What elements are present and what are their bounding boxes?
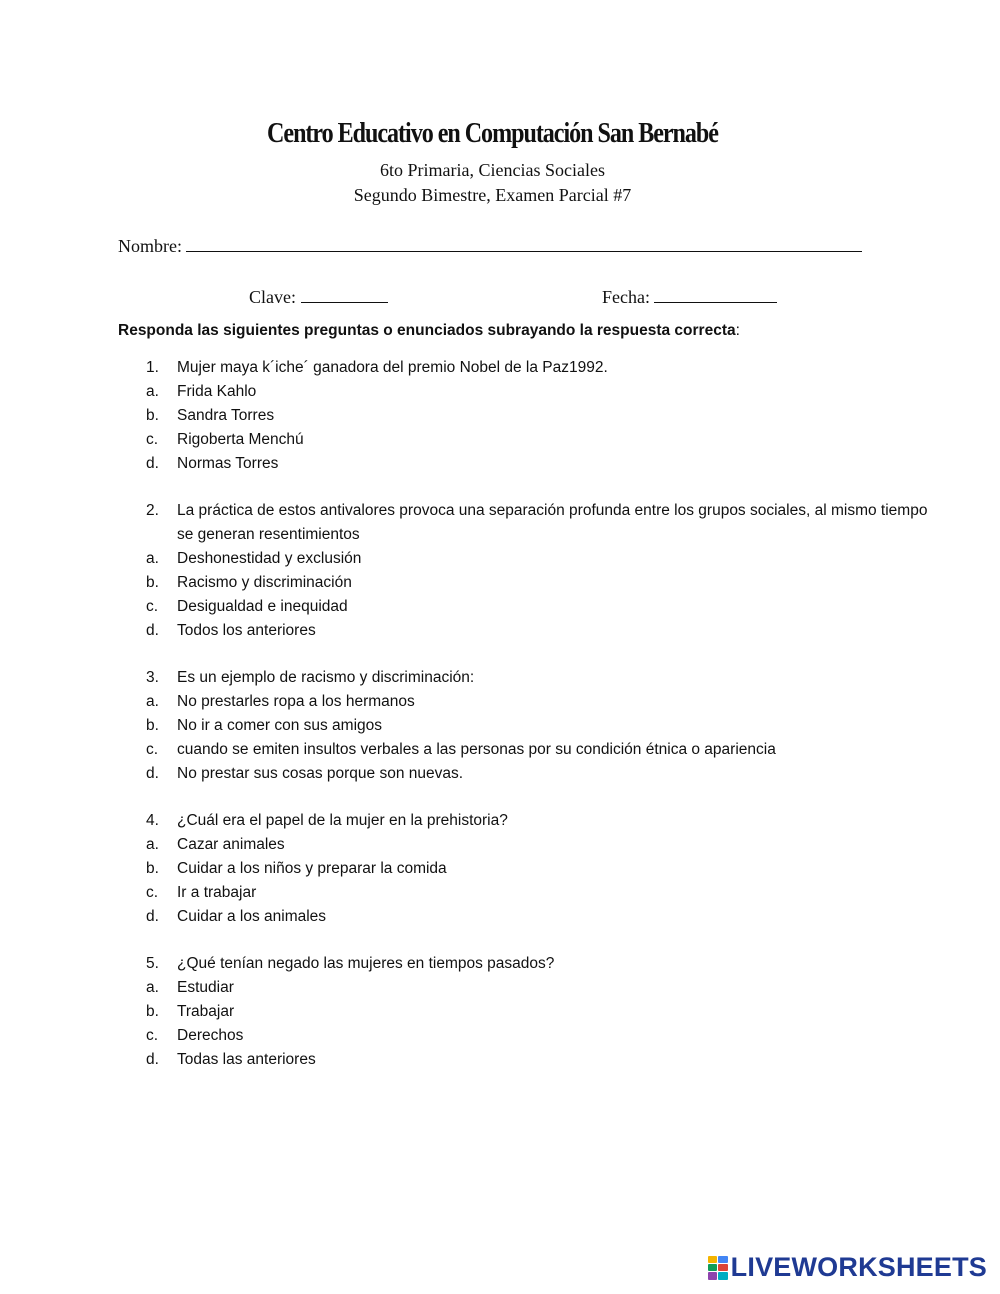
grade-subject: 6to Primaria, Ciencias Sociales xyxy=(380,160,605,180)
answer-option[interactable] xyxy=(146,1024,936,1048)
option-letter: c. xyxy=(146,1027,159,1044)
liveworksheets-logo xyxy=(708,1252,987,1283)
question-number: 2. xyxy=(146,502,159,519)
answer-option[interactable] xyxy=(146,857,936,881)
clave-blank[interactable] xyxy=(301,285,388,303)
option-letter: c. xyxy=(146,431,159,448)
answer-option[interactable] xyxy=(146,1048,936,1072)
option-letter: d. xyxy=(146,622,159,639)
option-text[interactable]: Sandra Torres xyxy=(177,407,275,424)
logo-tile xyxy=(718,1264,728,1271)
logo-tile xyxy=(708,1256,718,1263)
option-letter: d. xyxy=(146,1051,159,1068)
answer-option[interactable] xyxy=(146,714,936,738)
question-1 xyxy=(146,356,936,380)
question-text: Es un ejemplo de racismo y discriminación: xyxy=(177,669,475,686)
option-text[interactable]: Normas Torres xyxy=(177,455,279,472)
option-text[interactable]: No prestarles ropa a los hermanos xyxy=(177,693,415,710)
question-text: ¿Qué tenían negado las mujeres en tiempos pasados? xyxy=(177,955,555,972)
liveworksheets-icon xyxy=(708,1256,728,1280)
option-letter: d. xyxy=(146,455,159,472)
answer-option[interactable] xyxy=(146,881,936,905)
option-letter: c. xyxy=(146,598,159,615)
liveworksheets-wordmark: LIVEWORKSHEETS xyxy=(730,1252,987,1282)
option-letter: b. xyxy=(146,717,159,734)
option-letter: b. xyxy=(146,1003,159,1020)
exam-title: Segundo Bimestre, Examen Parcial #7 xyxy=(353,185,632,205)
nombre-blank[interactable] xyxy=(186,234,862,252)
school-title: Centro Educativo en Computación San Bernabé xyxy=(267,118,718,149)
fecha-blank[interactable] xyxy=(654,285,777,303)
question-spacer xyxy=(146,786,936,809)
option-letter: a. xyxy=(146,979,159,996)
option-letter: c. xyxy=(146,741,159,758)
question-text: La práctica de estos antivalores provoca una separación profunda entre los grupos sociales, al mismo tiempo se generan resentimientos xyxy=(177,502,928,543)
answer-option[interactable] xyxy=(146,380,936,404)
clave-label: Clave: xyxy=(249,287,296,307)
option-letter: c. xyxy=(146,884,159,901)
clave-field xyxy=(249,285,388,308)
question-number: 5. xyxy=(146,955,159,972)
option-text[interactable]: Desigualdad e inequidad xyxy=(177,598,348,615)
answer-option[interactable] xyxy=(146,404,936,428)
option-text[interactable]: Ir a trabajar xyxy=(177,884,257,901)
option-text[interactable]: Rigoberta Menchú xyxy=(177,431,304,448)
instructions xyxy=(118,322,918,340)
answer-option[interactable] xyxy=(146,547,936,571)
question-text: Mujer maya k´iche´ ganadora del premio Nobel de la Paz1992. xyxy=(177,359,608,376)
option-text[interactable]: Cazar animales xyxy=(177,836,285,853)
question-spacer xyxy=(146,643,936,666)
question-number: 1. xyxy=(146,359,159,376)
fecha-field xyxy=(602,285,777,308)
option-letter: b. xyxy=(146,860,159,877)
question-list xyxy=(146,356,936,1072)
option-letter: a. xyxy=(146,383,159,400)
nombre-field xyxy=(118,234,862,257)
option-text[interactable]: Racismo y discriminación xyxy=(177,574,352,591)
logo-tile xyxy=(708,1264,718,1271)
fecha-label: Fecha: xyxy=(602,287,650,307)
option-letter: d. xyxy=(146,908,159,925)
question-spacer xyxy=(146,929,936,952)
answer-option[interactable] xyxy=(146,976,936,1000)
option-letter: a. xyxy=(146,836,159,853)
answer-option[interactable] xyxy=(146,690,936,714)
option-letter: a. xyxy=(146,693,159,710)
answer-option[interactable] xyxy=(146,595,936,619)
answer-option[interactable] xyxy=(146,833,936,857)
option-letter: b. xyxy=(146,407,159,424)
option-text[interactable]: Trabajar xyxy=(177,1003,235,1020)
option-text[interactable]: Estudiar xyxy=(177,979,234,996)
option-text[interactable]: Derechos xyxy=(177,1027,244,1044)
option-letter: a. xyxy=(146,550,159,567)
answer-option[interactable] xyxy=(146,452,936,476)
answer-option[interactable] xyxy=(146,1000,936,1024)
option-text[interactable]: No prestar sus cosas porque son nuevas. xyxy=(177,765,464,782)
answer-option[interactable] xyxy=(146,762,936,786)
answer-option[interactable] xyxy=(146,571,936,595)
logo-tile xyxy=(718,1256,728,1263)
question-number: 3. xyxy=(146,669,159,686)
question-number: 4. xyxy=(146,812,159,829)
option-text[interactable]: cuando se emiten insultos verbales a las personas por su condición étnica o apariencia xyxy=(177,741,776,758)
option-letter: d. xyxy=(146,765,159,782)
option-text[interactable]: Frida Kahlo xyxy=(177,383,257,400)
logo-tile xyxy=(708,1272,718,1279)
answer-option[interactable] xyxy=(146,428,936,452)
question-spacer xyxy=(146,476,936,499)
question-4 xyxy=(146,809,936,833)
answer-option[interactable] xyxy=(146,619,936,643)
option-letter: b. xyxy=(146,574,159,591)
option-text[interactable]: Cuidar a los animales xyxy=(177,908,327,925)
question-5 xyxy=(146,952,936,976)
instructions-text: Responda las siguientes preguntas o enunciados subrayando la respuesta correcta xyxy=(118,322,736,339)
question-3 xyxy=(146,666,936,690)
option-text[interactable]: Todos los anteriores xyxy=(177,622,316,639)
question-2 xyxy=(146,499,936,547)
instructions-suffix: : xyxy=(735,322,740,339)
option-text[interactable]: Deshonestidad y exclusión xyxy=(177,550,362,567)
nombre-label: Nombre: xyxy=(118,236,182,256)
question-text: ¿Cuál era el papel de la mujer en la prehistoria? xyxy=(177,812,508,829)
option-text[interactable]: Cuidar a los niños y preparar la comida xyxy=(177,860,447,877)
logo-tile xyxy=(718,1272,728,1279)
option-text[interactable]: Todas las anteriores xyxy=(177,1051,316,1068)
option-text[interactable]: No ir a comer con sus amigos xyxy=(177,717,383,734)
answer-option[interactable] xyxy=(146,738,936,762)
answer-option[interactable] xyxy=(146,905,936,929)
